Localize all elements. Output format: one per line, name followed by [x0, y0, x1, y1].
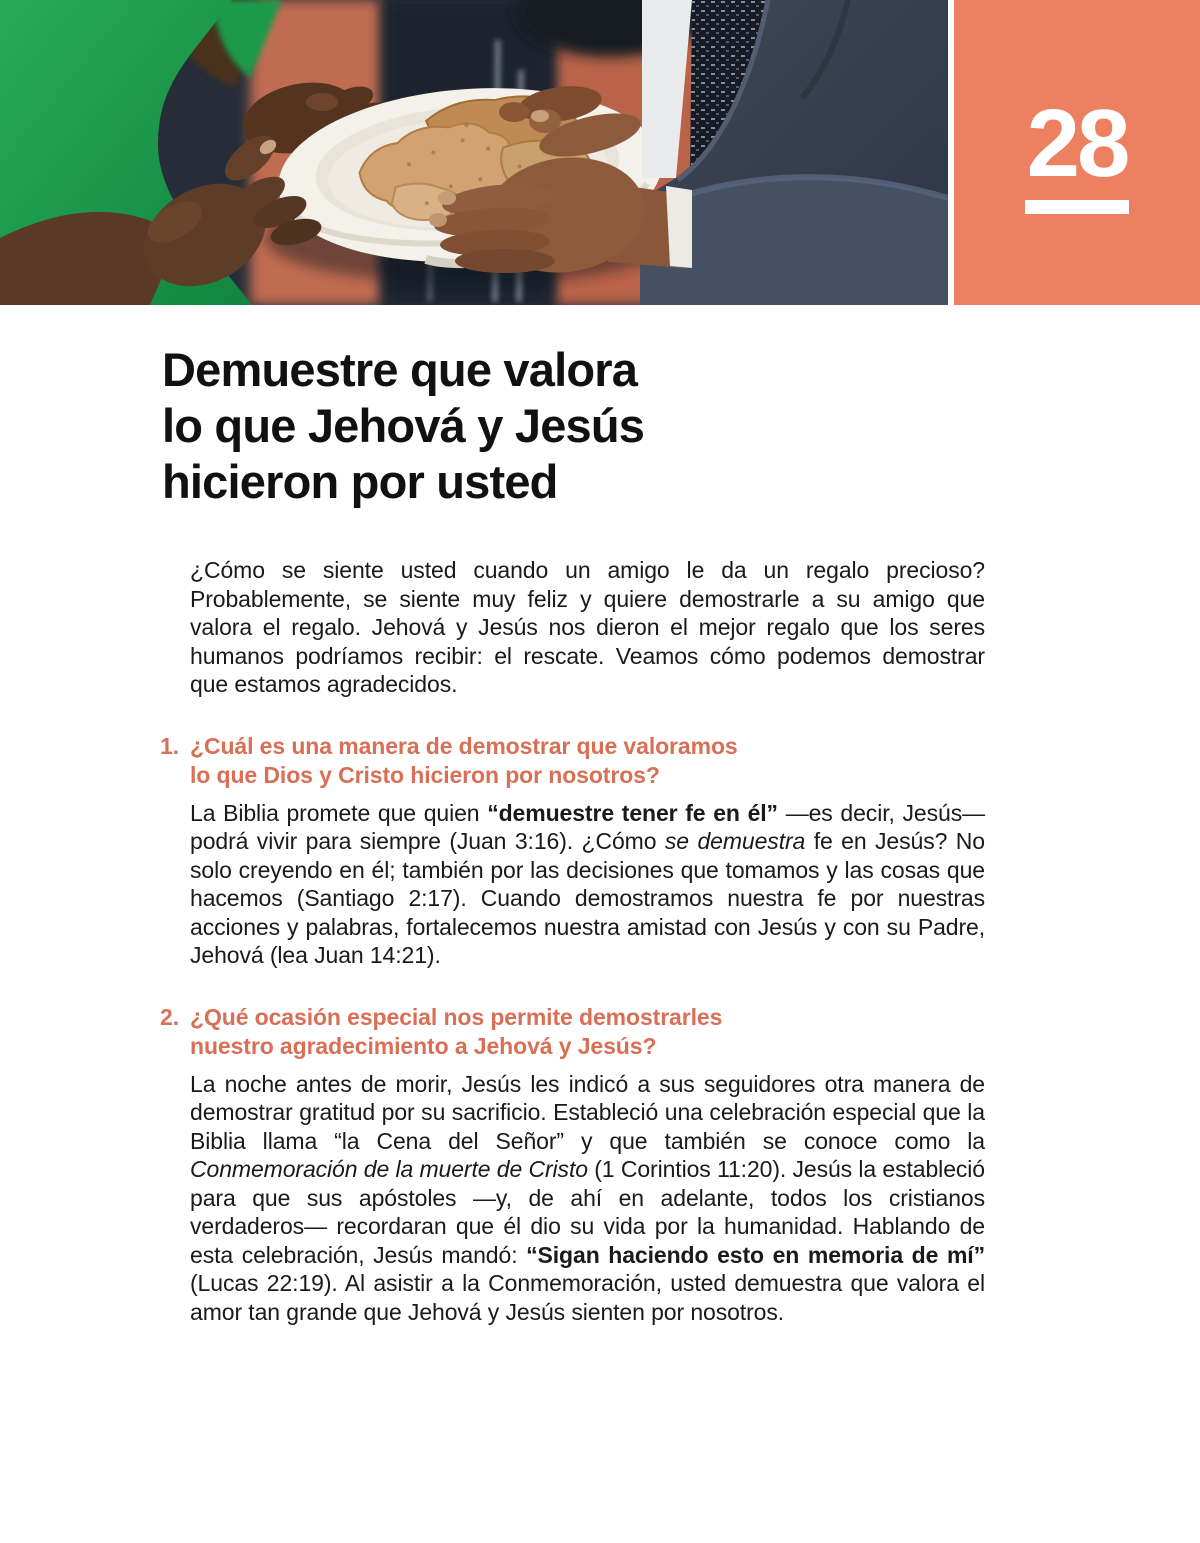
question-heading-text	[190, 732, 738, 790]
question-heading-line: nuestro agradecimiento a Jehová y Jesús?	[190, 1032, 657, 1059]
communion-photo	[0, 0, 948, 305]
page-title-line: lo que Jehová y Jesús	[162, 399, 645, 452]
question-number: 1.	[160, 732, 179, 759]
page-title	[162, 342, 985, 510]
question-1-paragraph	[190, 799, 985, 970]
text-segment: La noche antes de morir, Jesús les indicó a sus seguidores otra manera de demostrar gratitud por su sacrificio. Estableció una celebración especial que la Biblia llama “la Cena del Señor” y que también se conoce como la	[190, 1070, 985, 1154]
lesson-content	[0, 342, 1200, 1326]
text-segment: Conmemoración de la muerte de Cristo	[190, 1156, 588, 1182]
text-segment: “demuestre tener fe en él”	[487, 799, 778, 826]
text-segment: se demuestra	[664, 828, 806, 854]
question-number: 2.	[160, 1003, 179, 1030]
page-title-line: hicieron por usted	[162, 455, 558, 508]
question-1-heading	[160, 732, 985, 790]
question-2-heading	[160, 1003, 985, 1061]
question-heading-text	[190, 1003, 722, 1061]
text-segment: —es decir, Jesús— podrá vivir para siempre (Juan 3:16). ¿Cómo	[190, 799, 985, 854]
lesson-number-underline	[1025, 200, 1129, 214]
text-segment: La Biblia promete que quien	[190, 799, 488, 826]
intro-paragraph: ¿Cómo se siente usted cuando un amigo le da un regalo precioso? Probablemente, se siente muy feliz y quiere demostrarle a su amigo que valora el regalo. Jehová y Jesús nos dieron el mejor regalo que los seres humanos podríamos recibir: el rescate. Veamos cómo podemos demostrar que estamos agradecidos.	[190, 557, 985, 697]
text-segment: fe en Jesús? No solo creyendo en él; también por las decisiones que tomamos y las cosas que hacemos (Santiago 2:17). Cuando demostramos nuestra fe por nuestras acciones y palabras, fortalecemos nuestra amistad con Jesús y con su Padre, Jehová (lea Juan 14:21).	[190, 828, 985, 968]
text-segment: (Lucas 22:19). Al asistir a la Conmemoración, usted demuestra que valora el amor tan grande que Jehová y Jesús sienten por nosotros.	[190, 1270, 985, 1325]
lesson-number: 28	[1026, 90, 1128, 197]
page-title-line: Demuestre que valora	[162, 343, 638, 396]
question-2-section	[160, 1003, 985, 1327]
question-1-section	[160, 732, 985, 970]
question-heading-line: ¿Qué ocasión especial nos permite demostrarles	[190, 1003, 723, 1030]
text-segment: “Sigan haciendo esto en memoria de mí”	[526, 1241, 985, 1268]
question-heading-line: ¿Cuál es una manera de demostrar que valoramos	[190, 732, 738, 759]
question-heading-line: lo que Dios y Cristo hicieron por nosotros?	[190, 761, 660, 788]
hero-photo-illustration	[0, 0, 948, 305]
question-2-paragraph	[190, 1070, 985, 1327]
text-segment: (1 Corintios 11:20). Jesús la estableció para que sus apóstoles —y, de ahí en adelante, todos los cristianos verdaderos— recordaran que él dio su vida por la humanidad. Hablando de esta celebración, Jesús mandó:	[190, 1156, 985, 1268]
lesson-number-badge	[954, 0, 1200, 305]
hero-header	[0, 0, 1200, 305]
